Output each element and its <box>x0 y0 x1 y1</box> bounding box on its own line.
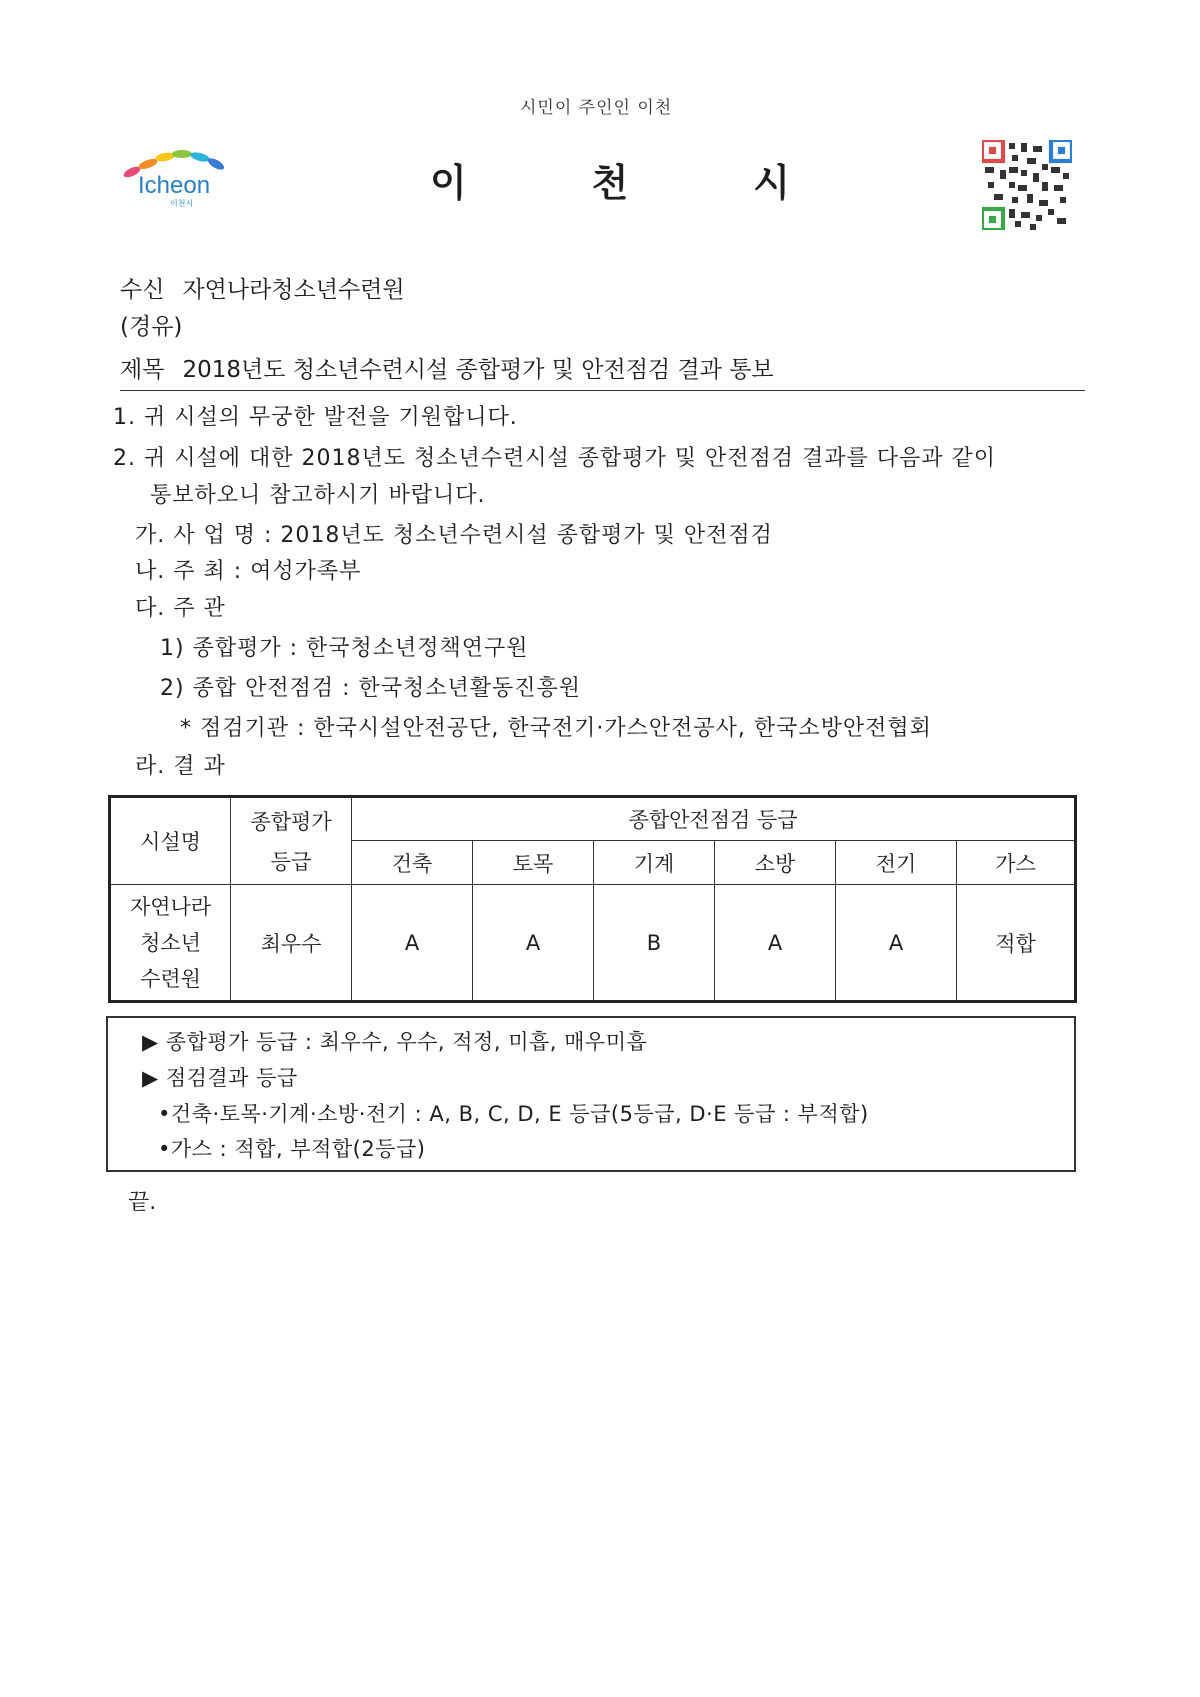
subheader-electric: 전기 <box>836 841 957 885</box>
icheon-logo <box>120 142 240 212</box>
facility-line-1: 자연나라 <box>129 894 212 919</box>
recipient-label: 수신 <box>120 277 165 303</box>
subheader-fire: 소방 <box>715 841 836 885</box>
cell-electric: A <box>836 885 957 1002</box>
cell-gas: 적합 <box>957 885 1076 1002</box>
legend-eval-grades: ▶ 종합평가 등급 : 최우수, 우수, 적정, 미흡, 매우미흡 <box>142 1030 648 1054</box>
paragraph-2-line-2: 통보하오니 참고하시기 바랍니다. <box>150 483 486 508</box>
subject-line <box>120 351 774 384</box>
legend-inspection-grades: •건축·토목·기계·소방·전기 : A, B, C, D, E 등급(5등급, D·E 등급 : 부적합) <box>158 1102 869 1126</box>
header-eval <box>231 797 352 885</box>
subject: 2018년도 청소년수련시설 종합평가 및 안전점검 결과 통보 <box>182 357 774 383</box>
item-na: 나. 주 최 : 여성가족부 <box>135 559 362 584</box>
cell-fire: A <box>715 885 836 1002</box>
subheader-gas: 가스 <box>957 841 1076 885</box>
qr-code-icon <box>982 140 1072 230</box>
header-facility: 시설명 <box>110 797 231 885</box>
cell-architecture: A <box>352 885 473 1002</box>
sub-item-note: * 점검기관 : 한국시설안전공단, 한국전기·가스안전공사, 한국소방안전협회 <box>180 716 932 741</box>
facility-line-2: 청소년 <box>140 930 201 955</box>
cell-civil: A <box>473 885 594 1002</box>
org-title-char-1: 이 <box>430 161 467 205</box>
legend-inspection-heading: ▶ 점검결과 등급 <box>142 1066 298 1090</box>
sub-item-1: 1) 종합평가 : 한국청소년정책연구원 <box>160 636 529 661</box>
recipient: 자연나라청소년수련원 <box>182 277 405 303</box>
org-title-char-3: 시 <box>753 161 790 205</box>
cell-mechanical: B <box>594 885 715 1002</box>
logo-subtext: 이천시 <box>170 199 194 208</box>
subject-divider <box>120 390 1085 391</box>
item-ra: 라. 결 과 <box>135 754 226 779</box>
recipient-line <box>120 271 405 304</box>
table-row <box>110 885 1076 1002</box>
grade-legend-box <box>106 1016 1076 1172</box>
via-line: (경유) <box>120 314 183 340</box>
subheader-architecture: 건축 <box>352 841 473 885</box>
item-da: 다. 주 관 <box>135 596 226 621</box>
sub-item-2: 2) 종합 안전점검 : 한국청소년활동진흥원 <box>160 676 581 701</box>
cell-facility <box>110 885 231 1002</box>
item-ga: 가. 사 업 명 : 2018년도 청소년수련시설 종합평가 및 안전점검 <box>135 523 773 548</box>
end-mark: 끝. <box>128 1190 157 1215</box>
paragraph-2-line-1: 2. 귀 시설에 대한 2018년도 청소년수련시설 종합평가 및 안전점검 결과를 다음과 같이 <box>113 446 996 471</box>
subheader-civil: 토목 <box>473 841 594 885</box>
logo-text: Icheon <box>138 172 211 199</box>
legend-gas-grades: •가스 : 적합, 부적합(2등급) <box>158 1137 426 1161</box>
subheader-mechanical: 기계 <box>594 841 715 885</box>
org-title <box>430 152 790 207</box>
subject-label: 제목 <box>120 357 165 383</box>
slogan: 시민이 주인인 이천 <box>520 98 673 118</box>
cell-eval: 최우수 <box>231 885 352 1002</box>
paragraph-1: 1. 귀 시설의 무궁한 발전을 기원합니다. <box>113 405 518 430</box>
header-eval-line-2: 등급 <box>270 850 312 874</box>
facility-line-3: 수련원 <box>140 966 201 991</box>
header-eval-line-1: 종합평가 <box>250 810 332 834</box>
org-title-char-2: 천 <box>591 161 629 205</box>
results-table <box>108 795 1077 1003</box>
table-header-row <box>110 797 1076 841</box>
header-safety: 종합안전점검 등급 <box>352 797 1076 841</box>
